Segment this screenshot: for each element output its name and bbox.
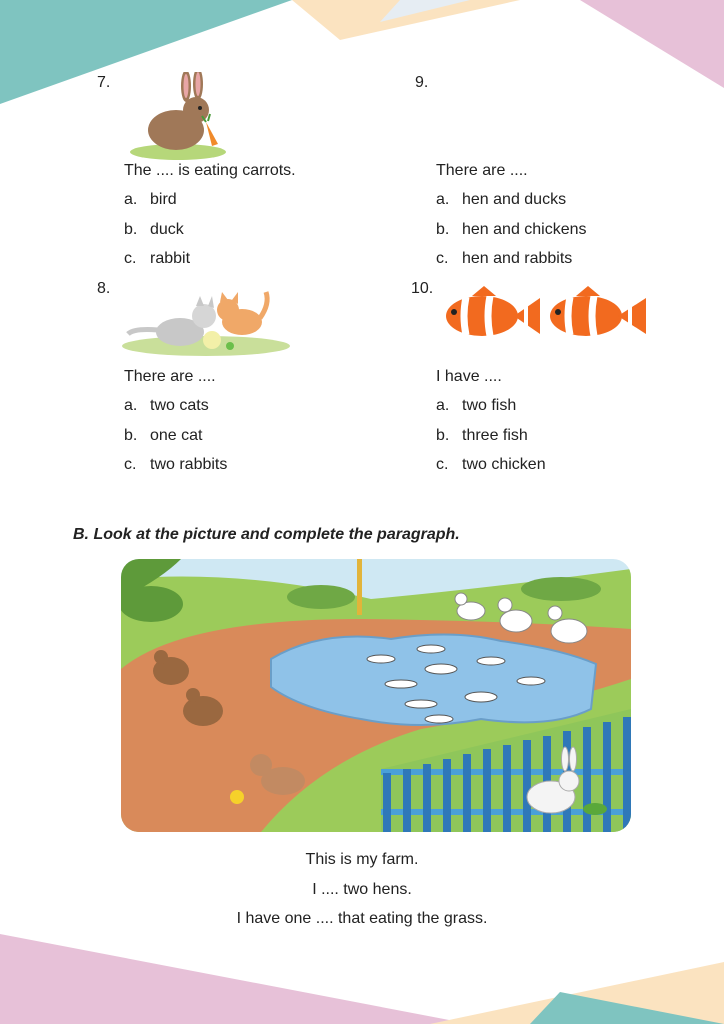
paragraph-line-2: I .... two hens.	[312, 881, 412, 898]
option-letter: b.	[124, 427, 138, 444]
bush-right	[521, 577, 601, 601]
question-8-option-b[interactable]	[124, 427, 202, 445]
option-letter: a.	[436, 191, 450, 208]
question-7-number: 7.	[97, 74, 111, 91]
question-9-option-a[interactable]	[436, 191, 566, 209]
option-letter: b.	[436, 427, 450, 444]
question-10-option-c[interactable]	[436, 456, 546, 474]
question-9-option-c[interactable]	[436, 250, 572, 268]
option-letter: a.	[124, 191, 138, 208]
question-10-number: 10.	[411, 280, 434, 297]
question-10-option-a[interactable]	[436, 397, 516, 415]
option-letter: a.	[124, 397, 138, 414]
question-7-option-a[interactable]	[124, 191, 177, 209]
clownfish-left	[446, 286, 540, 336]
question-8-number: 8.	[97, 280, 111, 297]
option-text: two chicken	[462, 456, 546, 473]
option-text: hen and rabbits	[462, 250, 573, 267]
option-letter: b.	[124, 221, 138, 238]
two-clownfish-image	[440, 284, 650, 346]
section-b-title: B. Look at the picture and complete the paragraph.	[73, 526, 460, 543]
bush-center	[287, 585, 355, 609]
question-8-option-c[interactable]	[124, 456, 227, 474]
question-9-number: 9.	[415, 74, 429, 91]
option-text: two rabbits	[150, 456, 228, 473]
top-right-pink-shape	[580, 0, 724, 88]
option-letter: c.	[124, 250, 137, 267]
option-letter: c.	[436, 250, 449, 267]
question-9-stem: There are ....	[436, 162, 528, 179]
option-text: three fish	[462, 427, 528, 444]
option-text: hen and chickens	[462, 221, 587, 238]
two-cats-image	[120, 282, 292, 358]
rabbit-eating-carrot-image	[128, 72, 228, 162]
paragraph-line-3: I have one .... that eating the grass.	[236, 910, 488, 927]
option-text: bird	[150, 191, 177, 208]
question-9-option-b[interactable]	[436, 221, 587, 239]
option-letter: c.	[124, 456, 137, 473]
option-text: one cat	[150, 427, 203, 444]
option-letter: c.	[436, 456, 449, 473]
question-7-option-c[interactable]	[124, 250, 190, 268]
question-10-stem: I have ....	[436, 368, 502, 385]
paragraph-line-1: This is my farm.	[305, 851, 419, 868]
option-text: hen and ducks	[462, 191, 567, 208]
question-8-option-a[interactable]	[124, 397, 209, 415]
bottom-left-pink-shape	[0, 934, 470, 1024]
option-text: duck	[150, 221, 184, 238]
farm-scene-image	[121, 559, 631, 832]
question-7-option-b[interactable]	[124, 221, 184, 239]
question-7-stem: The .... is eating carrots.	[124, 162, 296, 179]
clownfish-right	[550, 286, 646, 336]
question-10-option-b[interactable]	[436, 427, 528, 445]
option-text: two cats	[150, 397, 209, 414]
option-letter: b.	[436, 221, 450, 238]
option-text: rabbit	[150, 250, 191, 267]
option-text: two fish	[462, 397, 517, 414]
question-8-stem: There are ....	[124, 368, 216, 385]
option-letter: a.	[436, 397, 450, 414]
pole	[357, 559, 362, 615]
